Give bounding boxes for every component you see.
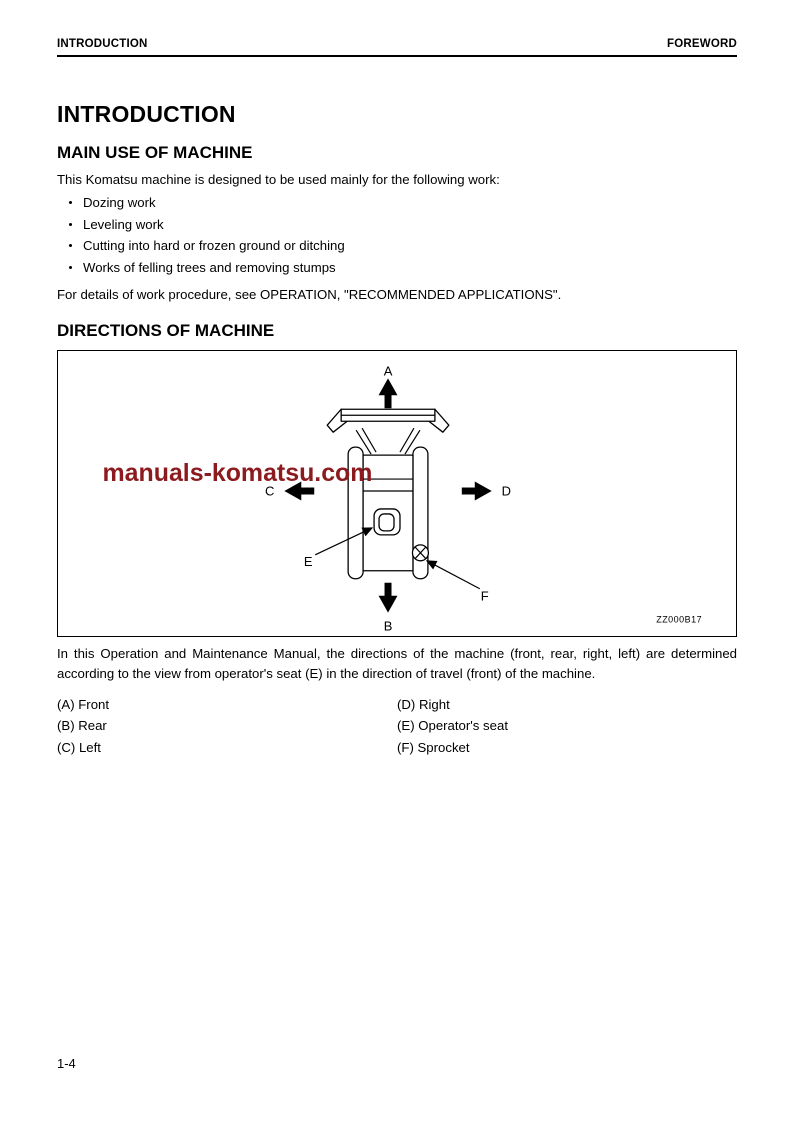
bullet-item — [57, 214, 737, 236]
direction-label-d: D — [501, 483, 512, 499]
operator-seat — [374, 509, 400, 535]
arrow-down-icon — [379, 583, 398, 613]
direction-label-c: C — [265, 483, 275, 499]
figure-box — [57, 350, 737, 637]
header — [57, 38, 737, 50]
arrow-up-icon — [379, 378, 398, 408]
bullet-icon — [69, 244, 72, 247]
machine-top-view — [327, 409, 449, 579]
legend-item-d: (D) Right — [397, 696, 450, 712]
bullet-icon — [69, 266, 72, 269]
legend-item-c: (C) Left — [57, 739, 101, 755]
figure-code: ZZ000B17 — [656, 614, 703, 625]
direction-label-e: E — [303, 553, 313, 569]
directions-body-text: In this Operation and Maintenance Manual, the directions of the machine (front, rear, right, left) are determined according to the view from operator's seat (E) in the direction of travel (front) of the machine. — [57, 645, 737, 682]
legend-item-a: (A) Front — [57, 696, 110, 712]
leader-line-f — [427, 561, 480, 589]
section-heading-main-use: MAIN USE OF MACHINE — [57, 143, 253, 162]
direction-label-a: A — [383, 363, 393, 379]
bullet-text: Leveling work — [83, 216, 164, 232]
section-heading-directions: DIRECTIONS OF MACHINE — [57, 320, 275, 340]
bullet-icon — [69, 201, 72, 204]
main-use-intro: This Komatsu machine is designed to be used mainly for the following work: — [57, 172, 500, 187]
direction-label-b: B — [383, 618, 393, 634]
header-rule — [57, 55, 737, 57]
legend-item-f: (F) Sprocket — [397, 739, 470, 755]
arrow-right-icon — [462, 481, 492, 500]
bullet-item — [57, 192, 737, 214]
page-number: 1-4 — [57, 1056, 76, 1071]
bullet-icon — [69, 223, 72, 226]
bullet-text: Cutting into hard or frozen ground or ditching — [83, 238, 345, 254]
bullet-text: Works of felling trees and removing stumps — [83, 259, 336, 275]
direction-label-f: F — [480, 588, 489, 604]
lift-cylinders — [356, 428, 420, 454]
bullet-item — [57, 257, 737, 279]
machine-blade — [327, 409, 449, 432]
bullet-text: Dozing work — [83, 195, 156, 211]
watermark-text: manuals-komatsu.com — [102, 458, 373, 487]
bullet-item — [57, 235, 737, 257]
legend-item-e: (E) Operator's seat — [397, 718, 508, 734]
legend — [57, 694, 737, 759]
main-use-outro: For details of work procedure, see OPERATION, "RECOMMENDED APPLICATIONS". — [57, 287, 562, 303]
machine-direction-diagram — [58, 351, 736, 636]
page-title: INTRODUCTION — [57, 101, 236, 127]
bullet-list — [57, 192, 737, 278]
sprocket — [412, 545, 428, 561]
legend-item-b: (B) Rear — [57, 718, 107, 734]
header-right-title: FOREWORD — [667, 38, 737, 50]
header-left-title: INTRODUCTION — [57, 38, 148, 50]
